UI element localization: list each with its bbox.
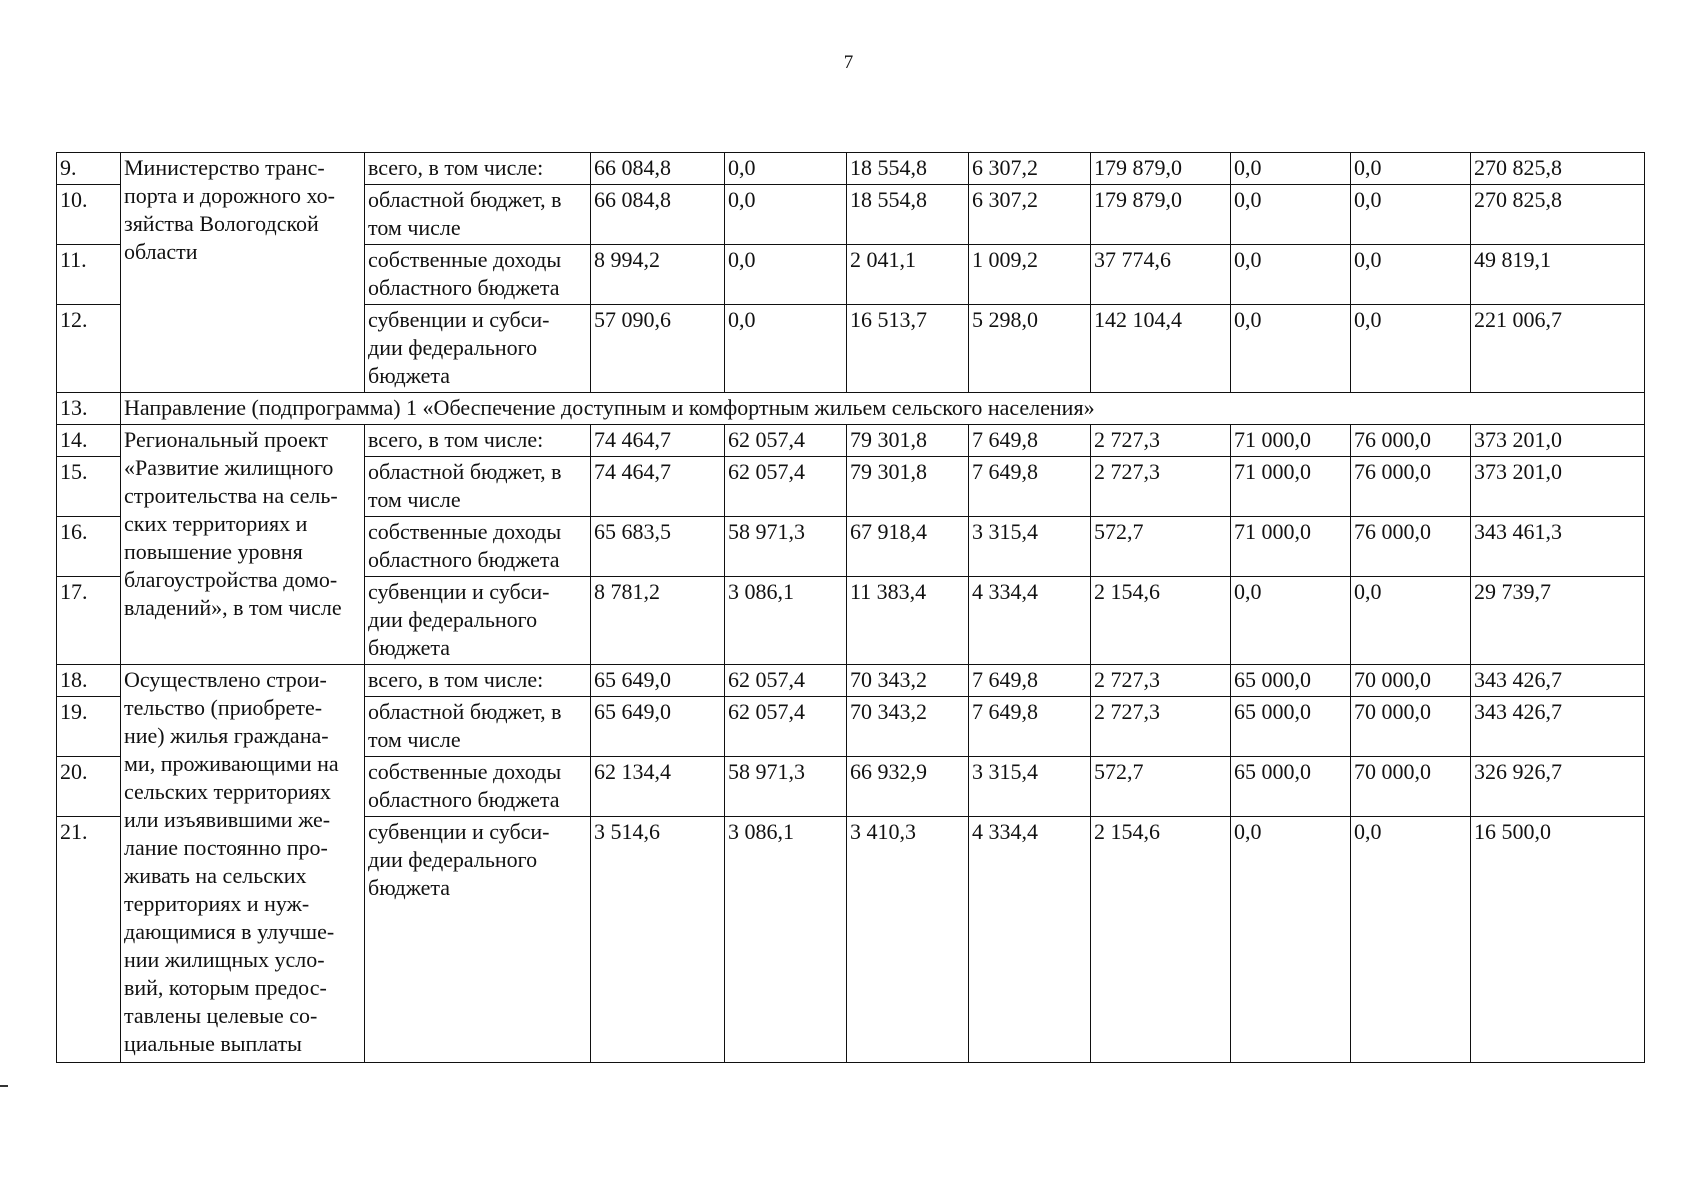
row-number: 13. <box>57 393 121 425</box>
executor-name-line: повышение уровня <box>124 539 303 564</box>
funding-source: областной бюджет, в том числе <box>365 185 591 245</box>
year-value: 16 513,7 <box>847 305 969 393</box>
row-number: 16. <box>57 517 121 577</box>
year-value: 70 000,0 <box>1351 697 1471 757</box>
funding-source: собственные доходы областного бюджета <box>365 517 591 577</box>
year-value: 179 879,0 <box>1091 153 1231 185</box>
funding-source <box>365 817 591 1063</box>
executor-name-line: тельство (приобрете- <box>124 695 323 720</box>
year-value: 79 301,8 <box>847 425 969 457</box>
year-value: 62 057,4 <box>725 425 847 457</box>
year-value: 7 649,8 <box>969 665 1091 697</box>
section-title: Направление (подпрограмма) 1 «Обеспечение доступным и комфортным жильем сельского населения» <box>121 393 1645 425</box>
year-value: 2 727,3 <box>1091 665 1231 697</box>
year-value: 2 727,3 <box>1091 425 1231 457</box>
year-value: 7 649,8 <box>969 457 1091 517</box>
executor-name-line: ние) жилья граждана- <box>124 723 329 748</box>
funding-source-line: дии федерального <box>368 335 538 360</box>
year-value: 11 383,4 <box>847 577 969 665</box>
row-number: 10. <box>57 185 121 245</box>
year-value: 142 104,4 <box>1091 305 1231 393</box>
row-number: 9. <box>57 153 121 185</box>
year-value: 76 000,0 <box>1351 517 1471 577</box>
year-value: 0,0 <box>1231 245 1351 305</box>
year-value: 74 464,7 <box>591 425 725 457</box>
year-value: 179 879,0 <box>1091 185 1231 245</box>
year-value: 3 315,4 <box>969 757 1091 817</box>
row-number: 12. <box>57 305 121 393</box>
year-value: 70 343,2 <box>847 697 969 757</box>
funding-source: всего, в том числе: <box>365 665 591 697</box>
executor-name-line: сельских территориях <box>124 779 331 804</box>
row-number: 14. <box>57 425 121 457</box>
year-value: 79 301,8 <box>847 457 969 517</box>
year-value: 62 134,4 <box>591 757 725 817</box>
year-value: 74 464,7 <box>591 457 725 517</box>
year-value: 4 334,4 <box>969 577 1091 665</box>
year-value: 572,7 <box>1091 517 1231 577</box>
margin-mark <box>0 1085 8 1087</box>
executor-name <box>121 153 365 393</box>
year-value: 67 918,4 <box>847 517 969 577</box>
table-row <box>57 665 1645 697</box>
year-value: 3 410,3 <box>847 817 969 1063</box>
funding-source: областной бюджет, в том числе <box>365 457 591 517</box>
year-value: 7 649,8 <box>969 425 1091 457</box>
year-value: 65 649,0 <box>591 697 725 757</box>
funding-source-line: бюджета <box>368 635 451 660</box>
executor-name-line: территориях и нуж- <box>124 891 310 916</box>
year-value: 3 086,1 <box>725 577 847 665</box>
year-value: 65 000,0 <box>1231 665 1351 697</box>
funding-source: собственные доходы областного бюджета <box>365 757 591 817</box>
funding-source-line: дии федерального <box>368 607 538 632</box>
year-value: 0,0 <box>1351 245 1471 305</box>
executor-name-line: порта и дорожного хо- <box>124 183 335 208</box>
funding-source: областной бюджет, в том числе <box>365 697 591 757</box>
year-value: 0,0 <box>1231 577 1351 665</box>
year-value: 0,0 <box>1351 305 1471 393</box>
year-value: 2 727,3 <box>1091 457 1231 517</box>
executor-name-line: строительства на сель- <box>124 483 338 508</box>
year-value: 2 154,6 <box>1091 577 1231 665</box>
year-value: 8 781,2 <box>591 577 725 665</box>
year-value: 0,0 <box>725 153 847 185</box>
total-value: 373 201,0 <box>1471 425 1645 457</box>
executor-name-line: области <box>124 239 198 264</box>
year-value: 65 000,0 <box>1231 757 1351 817</box>
executor-name-line: лание постоянно про- <box>124 835 328 860</box>
page-number: 7 <box>843 52 854 73</box>
year-value: 0,0 <box>1231 305 1351 393</box>
year-value: 65 683,5 <box>591 517 725 577</box>
funding-source-line: субвенции и субси- <box>368 819 550 844</box>
year-value: 71 000,0 <box>1231 517 1351 577</box>
row-number: 19. <box>57 697 121 757</box>
year-value: 18 554,8 <box>847 153 969 185</box>
year-value: 4 334,4 <box>969 817 1091 1063</box>
year-value: 3 514,6 <box>591 817 725 1063</box>
year-value: 0,0 <box>725 185 847 245</box>
year-value: 7 649,8 <box>969 697 1091 757</box>
row-number: 20. <box>57 757 121 817</box>
year-value: 8 994,2 <box>591 245 725 305</box>
total-value: 221 006,7 <box>1471 305 1645 393</box>
funding-source: собственные доходы областного бюджета <box>365 245 591 305</box>
total-value: 270 825,8 <box>1471 185 1645 245</box>
total-value: 326 926,7 <box>1471 757 1645 817</box>
funding-source-line: бюджета <box>368 875 451 900</box>
funding-source-line: субвенции и субси- <box>368 307 550 332</box>
year-value: 62 057,4 <box>725 457 847 517</box>
row-number: 15. <box>57 457 121 517</box>
executor-name-line: Региональный проект <box>124 427 328 452</box>
executor-name-line: нии жилищных усло- <box>124 947 325 972</box>
year-value: 0,0 <box>725 245 847 305</box>
executor-name-line: Осуществлено строи- <box>124 667 327 692</box>
year-value: 3 315,4 <box>969 517 1091 577</box>
executor-name-line: циальные выплаты <box>124 1031 302 1056</box>
year-value: 0,0 <box>1351 185 1471 245</box>
total-value: 373 201,0 <box>1471 457 1645 517</box>
section-row <box>57 393 1645 425</box>
funding-source-line: субвенции и субси- <box>368 579 550 604</box>
year-value: 70 000,0 <box>1351 757 1471 817</box>
year-value: 65 649,0 <box>591 665 725 697</box>
year-value: 0,0 <box>1351 577 1471 665</box>
year-value: 0,0 <box>1231 817 1351 1063</box>
total-value: 343 426,7 <box>1471 665 1645 697</box>
year-value: 0,0 <box>1351 817 1471 1063</box>
year-value: 0,0 <box>1231 153 1351 185</box>
table-body <box>57 153 1645 1063</box>
year-value: 5 298,0 <box>969 305 1091 393</box>
year-value: 6 307,2 <box>969 185 1091 245</box>
year-value: 70 000,0 <box>1351 665 1471 697</box>
funding-source <box>365 305 591 393</box>
executor-name-line: вий, которым предос- <box>124 975 327 1000</box>
row-number: 18. <box>57 665 121 697</box>
executor-name-line: дающимися в улучше- <box>124 919 335 944</box>
year-value: 57 090,6 <box>591 305 725 393</box>
row-number: 17. <box>57 577 121 665</box>
total-value: 49 819,1 <box>1471 245 1645 305</box>
executor-name-line: ских территориях и <box>124 511 308 536</box>
funding-source: всего, в том числе: <box>365 425 591 457</box>
year-value: 71 000,0 <box>1231 425 1351 457</box>
year-value: 0,0 <box>1231 185 1351 245</box>
table-row <box>57 153 1645 185</box>
year-value: 1 009,2 <box>969 245 1091 305</box>
budget-table <box>56 152 1645 1063</box>
executor-name <box>121 665 365 1063</box>
row-number: 11. <box>57 245 121 305</box>
total-value: 16 500,0 <box>1471 817 1645 1063</box>
total-value: 343 461,3 <box>1471 517 1645 577</box>
funding-source-line: дии федерального <box>368 847 538 872</box>
year-value: 18 554,8 <box>847 185 969 245</box>
executor-name-line: зяйства Вологодской <box>124 211 319 236</box>
year-value: 66 084,8 <box>591 153 725 185</box>
year-value: 76 000,0 <box>1351 457 1471 517</box>
year-value: 6 307,2 <box>969 153 1091 185</box>
year-value: 71 000,0 <box>1231 457 1351 517</box>
year-value: 0,0 <box>1351 153 1471 185</box>
row-number: 21. <box>57 817 121 1063</box>
year-value: 37 774,6 <box>1091 245 1231 305</box>
executor-name-line: или изъявившими же- <box>124 807 331 832</box>
total-value: 343 426,7 <box>1471 697 1645 757</box>
year-value: 70 343,2 <box>847 665 969 697</box>
year-value: 66 084,8 <box>591 185 725 245</box>
year-value: 58 971,3 <box>725 757 847 817</box>
executor-name-line: «Развитие жилищного <box>124 455 334 480</box>
executor-name-line: живать на сельских <box>124 863 307 888</box>
year-value: 62 057,4 <box>725 665 847 697</box>
year-value: 65 000,0 <box>1231 697 1351 757</box>
year-value: 2 041,1 <box>847 245 969 305</box>
year-value: 58 971,3 <box>725 517 847 577</box>
year-value: 0,0 <box>725 305 847 393</box>
year-value: 2 727,3 <box>1091 697 1231 757</box>
year-value: 62 057,4 <box>725 697 847 757</box>
total-value: 270 825,8 <box>1471 153 1645 185</box>
executor-name-line: тавлены целевые со- <box>124 1003 318 1028</box>
executor-name-line: владений», в том числе <box>124 595 342 620</box>
executor-name-line: благоустройства домо- <box>124 567 338 592</box>
year-value: 66 932,9 <box>847 757 969 817</box>
table-row <box>57 425 1645 457</box>
executor-name-line: ми, проживающими на <box>124 751 339 776</box>
total-value: 29 739,7 <box>1471 577 1645 665</box>
year-value: 3 086,1 <box>725 817 847 1063</box>
year-value: 572,7 <box>1091 757 1231 817</box>
year-value: 2 154,6 <box>1091 817 1231 1063</box>
year-value: 76 000,0 <box>1351 425 1471 457</box>
funding-source-line: бюджета <box>368 363 451 388</box>
funding-source <box>365 577 591 665</box>
funding-source: всего, в том числе: <box>365 153 591 185</box>
executor-name-line: Министерство транс- <box>124 155 325 180</box>
executor-name <box>121 425 365 665</box>
